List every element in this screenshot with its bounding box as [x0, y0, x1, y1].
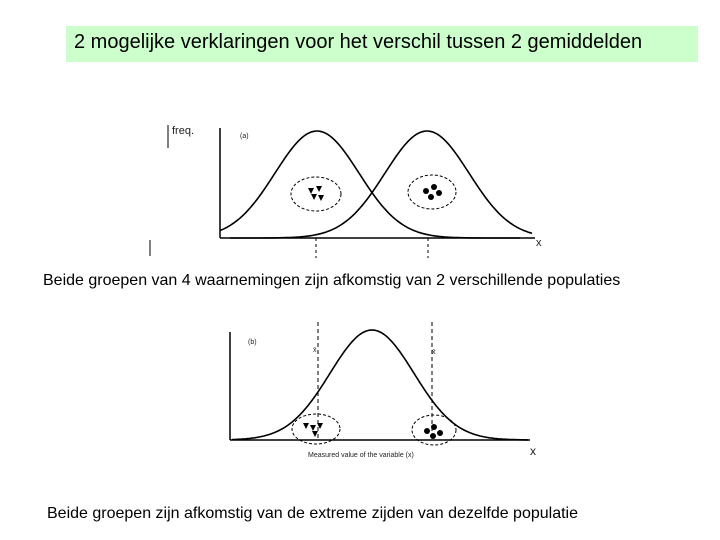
page-title: 2 mogelijke verklaringen voor het verschil tussen 2 gemiddelden: [74, 31, 643, 53]
x-axis-end-mark: x: [536, 237, 542, 249]
panel-label-b: (b): [248, 339, 257, 346]
population-curve-right: [230, 131, 532, 238]
triangle-markers-left: [308, 186, 324, 201]
dot-markers-right-2: [424, 424, 443, 439]
triangle-markers-left-2: [303, 423, 323, 437]
mean-label-right: x̄: [432, 349, 436, 356]
x-axis-label-2: Measured value of the variable (x): [308, 452, 414, 459]
dot-markers-right: [423, 184, 442, 200]
caption-one-population: Beide groepen zijn afkomstig van de extreme zijden van dezelfde populatie: [47, 505, 578, 522]
caption-two-populations: Beide groepen van 4 waarnemingen zijn afkomstig van 2 verschillende populaties: [43, 272, 621, 289]
population-curve-single: [232, 330, 528, 440]
population-curve-left: [220, 131, 520, 238]
x-axis-end-mark-2: x: [530, 444, 536, 458]
panel-label-a: (a): [240, 133, 249, 140]
sample-group-right: [408, 175, 456, 209]
y-axis-label: freq.: [172, 125, 195, 137]
mean-label-left: x̄: [313, 347, 317, 354]
